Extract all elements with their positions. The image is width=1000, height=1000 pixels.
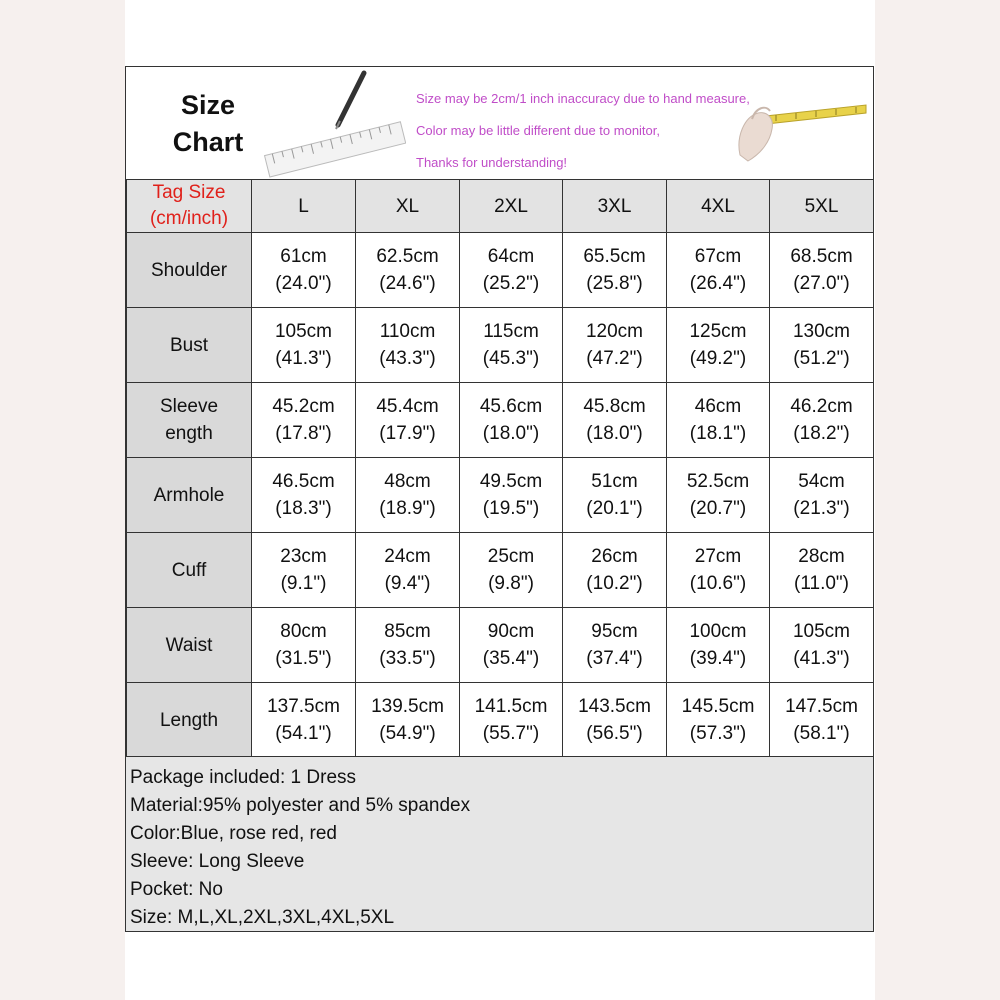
inch-value: (18.3") (275, 498, 332, 519)
measurement-cell (770, 233, 874, 308)
tag-size-unit: (cm/inch) (149, 208, 229, 229)
measurement-cell (770, 683, 874, 758)
info-color: Color:Blue, rose red, red (130, 823, 337, 844)
cm-value: 141.5cm (474, 696, 548, 717)
inch-value: (18.2") (793, 423, 850, 444)
inch-value: (10.6") (689, 573, 747, 594)
cm-value: 27cm (694, 546, 742, 567)
inch-value: (20.7") (689, 498, 747, 519)
inch-value: (37.4") (586, 648, 643, 669)
measurement-label-text: Armhole (153, 484, 225, 506)
cm-value: 68.5cm (790, 246, 853, 267)
size-header: 5XL (770, 180, 874, 233)
measurement-cell (460, 533, 563, 608)
cm-value: 28cm (798, 546, 845, 567)
cm-value: 51cm (591, 471, 638, 492)
size-chart-header (126, 67, 873, 180)
measurement-row (127, 458, 874, 533)
tag-size-label: Tag Size (152, 182, 226, 203)
info-material: Material:95% polyester and 5% spandex (130, 795, 471, 816)
measurement-row (127, 683, 874, 758)
size-header: XL (356, 180, 460, 233)
cm-value: 45.8cm (583, 396, 646, 417)
measurement-label (127, 458, 252, 533)
inch-value: (10.2") (586, 573, 643, 594)
inch-value: (35.4") (482, 648, 540, 669)
cm-value: 65.5cm (583, 246, 646, 267)
measurement-notes (416, 83, 750, 179)
measurement-label (127, 533, 252, 608)
tag-size-header (127, 180, 252, 233)
size-header: 3XL (563, 180, 667, 233)
cm-value: 125cm (689, 321, 747, 342)
inch-value: (39.4") (689, 648, 747, 669)
size-header: L (252, 180, 356, 233)
measurement-cell (356, 383, 460, 458)
cm-value: 139.5cm (371, 696, 444, 717)
cm-value: 105cm (274, 321, 333, 342)
title-line-1: Size (180, 90, 236, 120)
inch-value: (24.0") (275, 273, 332, 294)
measurement-cell (770, 533, 874, 608)
measurement-label-text-2: ength (165, 423, 213, 444)
inch-value: (17.8") (275, 423, 332, 444)
note-line: Color may be little different due to monitor, (416, 123, 660, 138)
measurement-cell (356, 308, 460, 383)
cm-value: 137.5cm (267, 696, 340, 717)
info-package: Package included: 1 Dress (130, 767, 357, 788)
inch-value: (20.1") (586, 498, 643, 519)
inch-value: (18.0") (482, 423, 540, 444)
info-pocket: Pocket: No (130, 879, 223, 900)
inch-value: (9.4") (384, 573, 431, 594)
cm-value: 130cm (792, 321, 851, 342)
inch-value: (24.6") (379, 273, 436, 294)
inch-value: (21.3") (793, 498, 850, 519)
cm-value: 24cm (384, 546, 431, 567)
measurement-cell (770, 458, 874, 533)
cm-value: 143.5cm (578, 696, 651, 717)
measurement-cell (252, 308, 356, 383)
measurement-label (127, 233, 252, 308)
cm-value: 85cm (384, 621, 431, 642)
cm-value: 46.5cm (272, 471, 335, 492)
inch-value: (25.8") (586, 273, 643, 294)
info-sleeve: Sleeve: Long Sleeve (130, 851, 305, 872)
cm-value: 48cm (384, 471, 431, 492)
measurement-label-text: Waist (165, 634, 213, 656)
measurement-cell (770, 383, 874, 458)
size-chart-title (148, 87, 268, 161)
measurement-cell (252, 383, 356, 458)
inch-value: (18.0") (586, 423, 643, 444)
hand-tape-measure-icon (726, 77, 871, 172)
measurement-cell (563, 683, 667, 758)
inch-value: (18.9") (379, 498, 436, 519)
cm-value: 46cm (694, 396, 742, 417)
inch-value: (55.7") (482, 723, 540, 744)
size-header-row (127, 180, 874, 233)
measurement-cell (563, 458, 667, 533)
measurement-cell (356, 458, 460, 533)
measurement-cell (563, 533, 667, 608)
inch-value: (57.3") (689, 723, 747, 744)
cm-value: 49.5cm (479, 471, 543, 492)
note-line: Thanks for understanding! (416, 155, 568, 170)
size-header: 2XL (460, 180, 563, 233)
cm-value: 67cm (694, 246, 742, 267)
measurement-row (127, 233, 874, 308)
inch-value: (43.3") (379, 348, 436, 369)
measurement-cell (563, 308, 667, 383)
cm-value: 80cm (280, 621, 327, 642)
measurement-cell (252, 458, 356, 533)
measurement-cell (563, 608, 667, 683)
cm-value: 45.2cm (272, 396, 335, 417)
cm-value: 45.4cm (376, 396, 439, 417)
inch-value: (18.1") (689, 423, 747, 444)
measurement-label (127, 683, 252, 758)
measurement-cell (667, 458, 770, 533)
measurement-cell (667, 533, 770, 608)
cm-value: 23cm (280, 546, 327, 567)
inch-value: (26.4") (689, 273, 747, 294)
measurement-cell (356, 683, 460, 758)
product-info (126, 756, 873, 931)
measurement-row (127, 308, 874, 383)
title-line-2: Chart (172, 127, 244, 157)
cm-value: 45.6cm (479, 396, 543, 417)
pen-ruler-icon (256, 67, 406, 179)
measurement-cell (770, 308, 874, 383)
cm-value: 25cm (487, 546, 535, 567)
inch-value: (33.5") (379, 648, 436, 669)
inch-value: (41.3") (275, 348, 332, 369)
measurement-cell (460, 458, 563, 533)
measurement-cell (770, 608, 874, 683)
cm-value: 100cm (689, 621, 747, 642)
inch-value: (56.5") (586, 723, 643, 744)
measurement-cell (667, 608, 770, 683)
info-sizes: Size: M,L,XL,2XL,3XL,4XL,5XL (130, 907, 395, 928)
inch-value: (11.0") (794, 573, 849, 594)
measurement-cell (252, 233, 356, 308)
cm-value: 61cm (280, 246, 327, 267)
measurement-label (127, 383, 252, 458)
cm-value: 64cm (487, 246, 535, 267)
measurement-cell (563, 233, 667, 308)
inch-value: (47.2") (586, 348, 643, 369)
inch-value: (9.8") (488, 573, 534, 594)
measurement-cell (356, 608, 460, 683)
measurement-label-text: Cuff (171, 559, 207, 581)
inch-value: (51.2") (793, 348, 850, 369)
measurement-cell (460, 233, 563, 308)
measurement-cell (356, 533, 460, 608)
cm-value: 95cm (591, 621, 638, 642)
measurement-row (127, 383, 874, 458)
cm-value: 62.5cm (376, 246, 439, 267)
cm-value: 90cm (487, 621, 535, 642)
measurement-cell (667, 308, 770, 383)
measurement-cell (252, 533, 356, 608)
note-line: Size may be 2cm/1 inch inaccuracy due to hand measure, (416, 91, 750, 106)
cm-value: 120cm (585, 321, 644, 342)
measurement-label-text: Sleeve (159, 396, 219, 417)
measurement-cell (460, 683, 563, 758)
inch-value: (9.1") (280, 573, 327, 594)
cm-value: 46.2cm (790, 396, 853, 417)
measurement-row (127, 533, 874, 608)
cm-value: 115cm (483, 321, 539, 342)
inch-value: (17.9") (379, 423, 436, 444)
cm-value: 52.5cm (686, 471, 750, 492)
inch-value: (25.2") (482, 273, 540, 294)
measurement-label-text: Bust (169, 334, 209, 356)
size-header: 4XL (667, 180, 770, 233)
inch-value: (41.3") (793, 648, 850, 669)
measurement-row (127, 608, 874, 683)
measurement-cell (460, 608, 563, 683)
inch-value: (19.5") (482, 498, 540, 519)
measurement-cell (252, 683, 356, 758)
cm-value: 110cm (379, 321, 436, 342)
measurement-label (127, 308, 252, 383)
measurement-cell (460, 383, 563, 458)
inch-value: (31.5") (275, 648, 332, 669)
inch-value: (49.2") (689, 348, 747, 369)
cm-value: 145.5cm (681, 696, 755, 717)
measurement-cell (667, 383, 770, 458)
inch-value: (58.1") (793, 723, 850, 744)
measurement-cell (356, 233, 460, 308)
cm-value: 147.5cm (785, 696, 858, 717)
measurement-label-text: Shoulder (150, 259, 228, 281)
measurement-label (127, 608, 252, 683)
measurement-cell (460, 308, 563, 383)
cm-value: 105cm (792, 621, 851, 642)
measurement-cell (563, 383, 667, 458)
inch-value: (27.0") (793, 273, 850, 294)
size-table (126, 179, 874, 758)
cm-value: 26cm (591, 546, 638, 567)
measurement-cell (667, 683, 770, 758)
inch-value: (54.1") (275, 723, 332, 744)
inch-value: (45.3") (482, 348, 540, 369)
cm-value: 54cm (798, 471, 845, 492)
measurement-cell (667, 233, 770, 308)
inch-value: (54.9") (379, 723, 436, 744)
measurement-cell (252, 608, 356, 683)
size-chart (125, 66, 874, 932)
measurement-label-text: Length (159, 709, 219, 731)
